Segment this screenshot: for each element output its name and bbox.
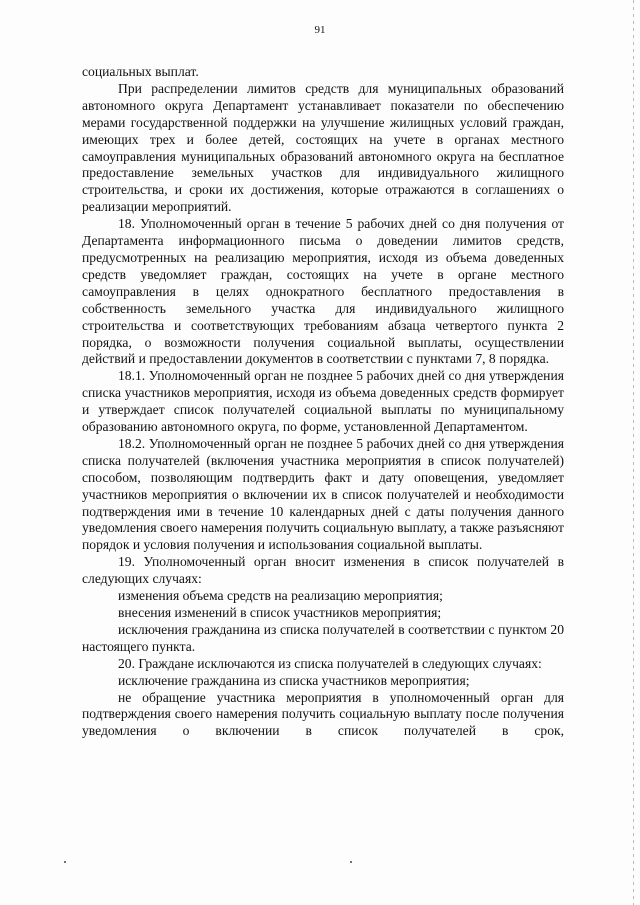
list-item: исключение гражданина из списка участников мероприятия; <box>118 672 470 688</box>
paragraph-limits-distribution: При распределении лимитов средств для муниципальных образований автономного округа Департамент устанавливает показатели по обеспечению мерами государственной поддержки на улучшение жилищных условий граждан, имеющих трех и более детей, состоящих на учете в органах местного самоуправления муниципальных образований автономного округа на бесплатное предоставление земельных участков для индивидуального жилищного строительства, и сроки их достижения, которые отражаются в соглашениях о реализации мероприятий. <box>82 80 564 215</box>
document-body <box>82 64 564 740</box>
scan-speck <box>64 861 66 863</box>
paragraph-item-19: 19. Уполномоченный орган вносит изменения в список получателей в следующих случаях: <box>82 554 564 587</box>
list-item: не обращение участника мероприятия в уполномоченный орган для подтверждения своего намерения получить социальную выплату после получения уведомления о включении в список получателей в срок, <box>82 689 564 739</box>
paragraph-item-18-2: 18.2. Уполномоченный орган не позднее 5 рабочих дней со дня утверждения списка получателей (включения участника мероприятия в список получателей) способом, позволяющим подтвердить факт и дату оповещения, уведомляет участников мероприятия о включении их в список получателей и необходимости подтверждения ими в течение 10 календарных дней с даты получения данного уведомления своего намерения получить социальную выплату, а также разъясняют порядок и условия получения и использования социальной выплаты. <box>82 435 564 553</box>
list-item: внесения изменений в список участников мероприятия; <box>118 605 442 620</box>
paragraph-item-18-1: 18.1. Уполномоченный орган не позднее 5 рабочих дней со дня утверждения списка участников мероприятия, исходя из объема доведенных средств формирует и утверждает список получателей социальной выплаты по муниципальному образованию автономного округа, по форме, установленной Департаментом. <box>82 368 564 435</box>
paragraph-continuation: социальных выплат. <box>82 64 199 79</box>
page-number: 91 <box>314 24 326 36</box>
paragraph-item-18: 18. Уполномоченный орган в течение 5 рабочих дней со дня получения от Департамента информационного письма о доведении лимитов средств, предусмотренных на реализацию мероприятия, исходя из объема доведенных средств уведомляет граждан, состоящих на учете в органе местного самоуправления в целях однократного бесплатного предоставления в собственность земельного участка для индивидуального жилищного строительства и соответствующих требованиям абзаца четвертого пункта 2 порядка, о возможности получения социальной выплаты, осуществлении действий и предоставлении документов в соответствии с пунктами 7, 8 порядка. <box>82 216 564 367</box>
paragraph-item-20: 20. Граждане исключаются из списка получателей в следующих случаях: <box>118 655 542 671</box>
list-item: исключения гражданина из списка получателей в соответствии с пунктом 20 настоящего пункта. <box>82 621 564 654</box>
list-item: изменения объема средств на реализацию мероприятия; <box>118 588 443 604</box>
scan-speck <box>350 861 352 863</box>
scan-edge <box>633 0 634 905</box>
